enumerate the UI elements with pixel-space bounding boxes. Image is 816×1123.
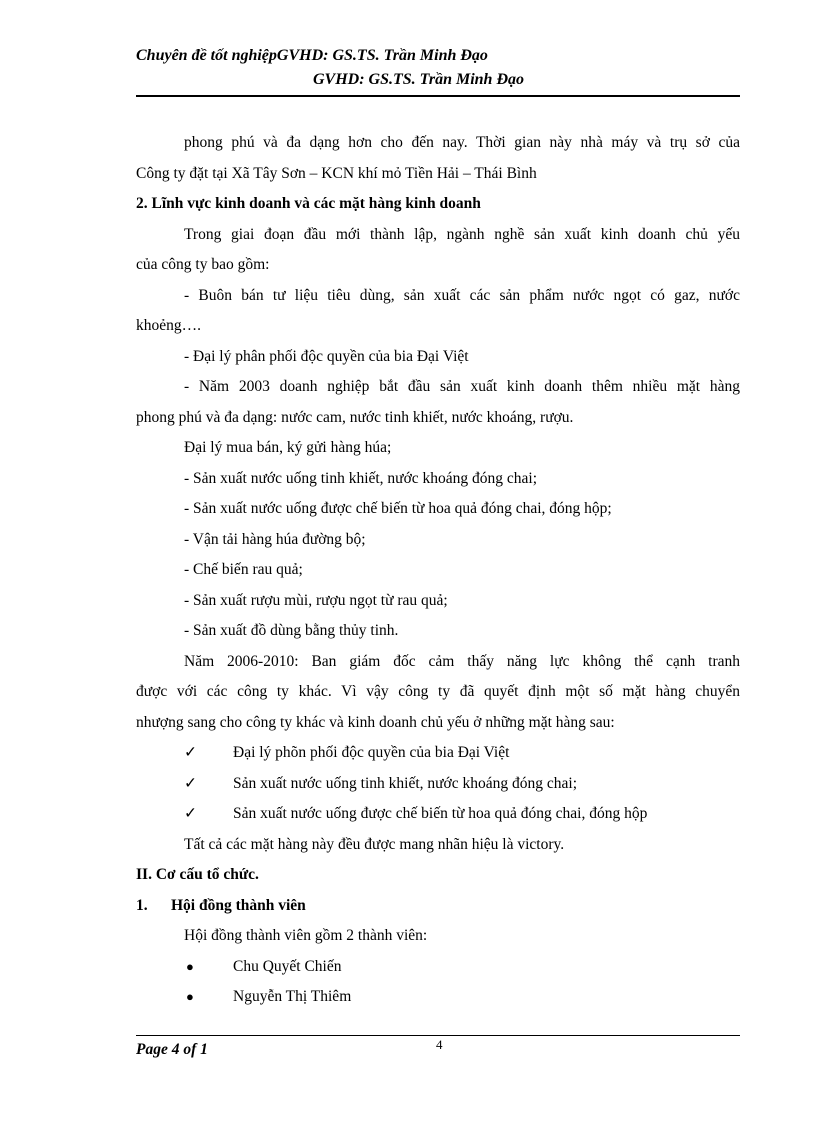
list-item: Đại lý mua bán, ký gửi hàng húa; — [184, 439, 392, 456]
member-name: Chu Quyết Chiến — [233, 957, 342, 975]
subsection-heading — [136, 891, 740, 922]
list-item: - Vận tải hàng húa đường bộ; — [184, 530, 366, 548]
paragraph-line: - Đại lý phân phối độc quyền của bia Đại Việt — [184, 347, 469, 365]
header-line-1: Chuyên đề tốt nghiệpGVHD: GS.TS. Trần Minh Đạo — [136, 47, 488, 64]
bullet-item — [136, 952, 740, 983]
paragraph-line: nhượng sang cho công ty khác và kinh doanh chủ yếu ở những mặt hàng sau: — [136, 713, 615, 731]
bullet-icon: ● — [186, 958, 194, 974]
header-line-2: GVHD: GS.TS. Trần Minh Đạo — [313, 71, 525, 88]
paragraph-line: Công ty đặt tại Xã Tây Sơn – KCN khí mỏ Tiền Hải – Thái Bình — [136, 164, 537, 182]
subsection-number: 1. — [136, 896, 148, 914]
subsection-title: Hội đồng thành viên — [171, 896, 306, 914]
paragraph-line: - Năm 2003 doanh nghiệp bắt đầu sản xuất kinh doanh thêm nhiều mặt hàng — [184, 378, 740, 395]
checkmark-icon: ✓ — [184, 774, 197, 792]
paragraph-line: Trong giai đoạn đầu mới thành lập, ngành nghề sản xuất kinh doanh chủ yếu — [184, 225, 740, 243]
checklist-text: Sản xuất nước uống được chế biến từ hoa quả đóng chai, đóng hộp — [233, 805, 648, 822]
paragraph-line: của công ty bao gồm: — [136, 256, 270, 273]
list-item: - Sản xuất rượu mùi, rượu ngọt từ rau quả; — [184, 591, 448, 609]
header-divider — [136, 95, 740, 97]
page-number: 4 — [436, 1037, 443, 1052]
paragraph-line: Năm 2006-2010: Ban giám đốc cảm thấy năng lực không thể cạnh tranh — [184, 652, 740, 670]
paragraph-line: phong phú và đa dạng hơn cho đến nay. Thời gian này nhà máy và trụ sở của — [184, 134, 740, 151]
checklist-item — [136, 799, 740, 830]
member-name: Nguyễn Thị Thiêm — [233, 988, 352, 1005]
section-heading: 2. Lĩnh vực kinh doanh và các mặt hàng kinh doanh — [136, 195, 481, 212]
paragraph-line: Hội đồng thành viên gồm 2 thành viên: — [184, 927, 428, 944]
checklist-item — [136, 738, 740, 769]
list-item: - Sản xuất nước uống được chế biến từ hoa quả đóng chai, đóng hộp; — [184, 500, 612, 517]
paragraph-line: Tất cả các mặt hàng này đều được mang nhãn hiệu là victory. — [184, 835, 565, 853]
list-item: - Chế biến rau quả; — [184, 561, 303, 578]
section-heading: II. Cơ cấu tổ chức. — [136, 866, 259, 883]
checkmark-icon: ✓ — [184, 744, 197, 761]
checklist-item — [136, 769, 740, 800]
checklist-text: Sản xuất nước uống tinh khiết, nước khoáng đóng chai; — [233, 774, 577, 792]
checklist-text: Đại lý phõn phối độc quyền của bia Đại Việt — [233, 744, 510, 761]
bullet-item — [136, 982, 740, 1013]
checkmark-icon: ✓ — [184, 805, 197, 822]
paragraph-line: - Buôn bán tư liệu tiêu dùng, sản xuất các sản phẩm nước ngọt có gaz, nước — [184, 286, 740, 304]
bullet-icon: ● — [186, 989, 194, 1004]
paragraph-line: khoẻng…. — [136, 317, 202, 334]
paragraph-line: phong phú và đa dạng: nước cam, nước tinh khiết, nước khoáng, rượu. — [136, 408, 574, 426]
list-item: - Sản xuất nước uống tinh khiết, nước khoáng đóng chai; — [184, 469, 538, 487]
paragraph-line: được với các công ty khác. Vì vậy công ty đã quyết định một số mặt hàng chuyển — [136, 683, 740, 700]
list-item: - Sản xuất đồ dùng bằng thủy tinh. — [184, 622, 399, 639]
page-label: Page 4 of 1 — [136, 1041, 208, 1058]
footer-divider — [136, 1035, 740, 1036]
document-body — [136, 128, 740, 1013]
